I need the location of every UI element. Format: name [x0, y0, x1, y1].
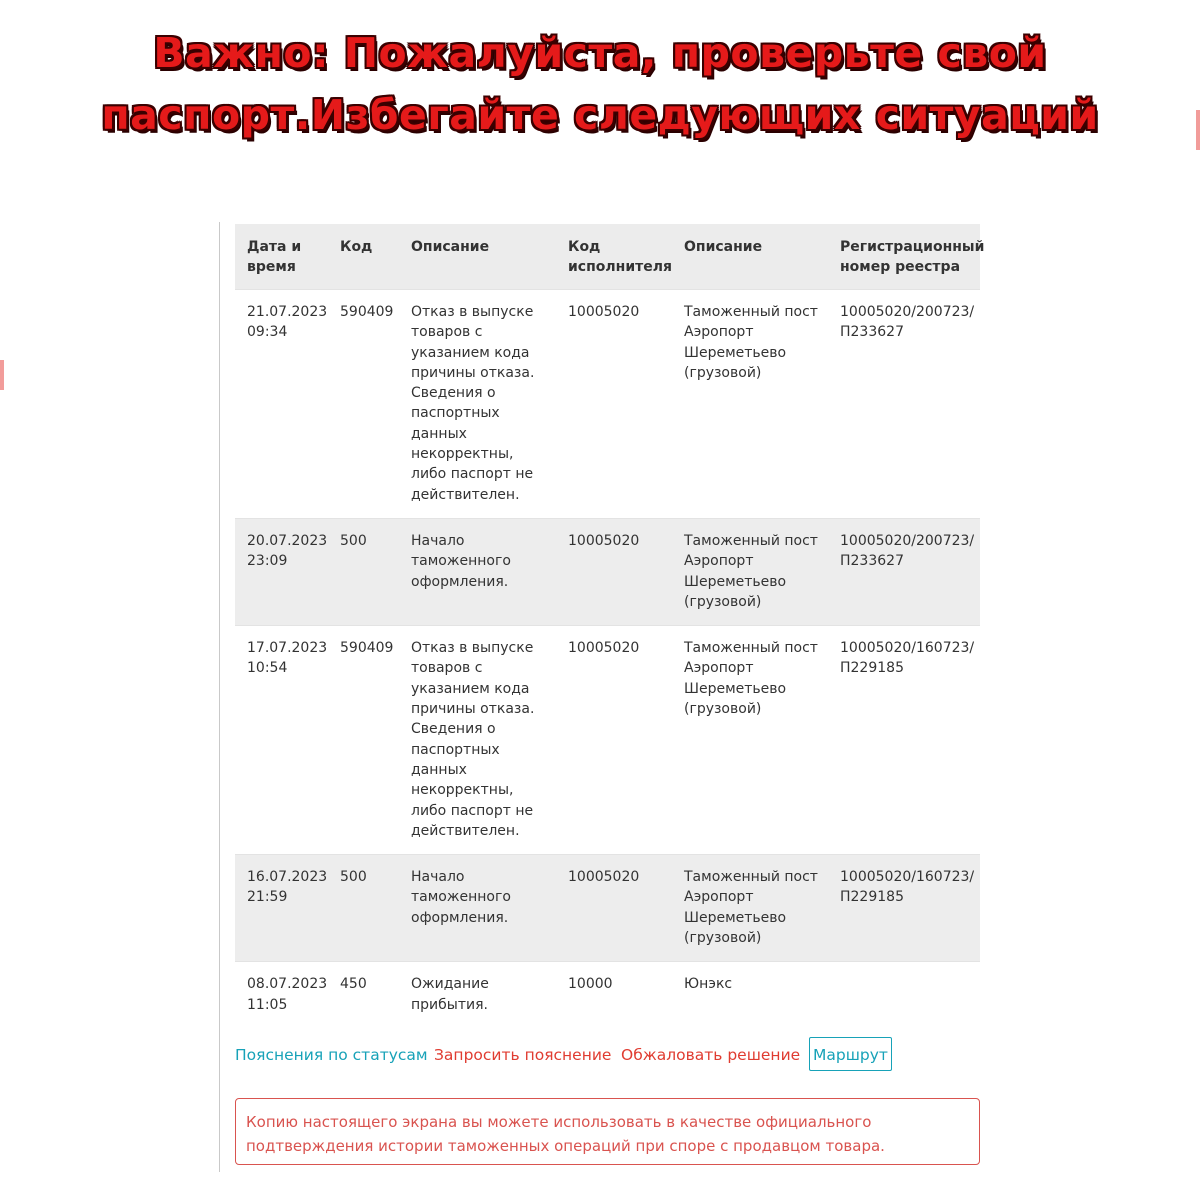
status-explanations-link[interactable]: Пояснения по статусам: [235, 1046, 428, 1064]
headline-line-2: паспорт.Избегайте следующих ситуаций: [101, 91, 1099, 139]
cell-executor-code: 10005020: [556, 518, 672, 625]
cell-code: 500: [328, 518, 399, 625]
request-explanation-link[interactable]: Запросить пояснение: [434, 1046, 612, 1064]
customs-operations-table: [235, 224, 985, 1028]
cell-description: Отказ в выпуске товаров с указанием кода причины отказа. Сведения о паспортных данных некорректны, либо паспорт не действителен.: [399, 290, 556, 519]
cell-code: 590409: [328, 290, 399, 519]
column-header-code: Код: [328, 224, 399, 290]
cell-code: 450: [328, 962, 399, 1028]
warning-headline: [0, 22, 1200, 146]
column-header-executor-code: Код исполнителя: [556, 224, 672, 290]
cell-executor-description: Таможенный пост Аэропорт Шереметьево (грузовой): [672, 626, 828, 855]
cell-executor-code: 10005020: [556, 626, 672, 855]
cell-executor-description: Таможенный пост Аэропорт Шереметьево (грузовой): [672, 518, 828, 625]
cell-datetime: 21.07.2023 09:34: [235, 290, 328, 519]
cell-code: 590409: [328, 626, 399, 855]
official-copy-notice: Копию настоящего экрана вы можете использовать в качестве официального подтверждения истории таможенных операций при споре с продавцом товара.: [235, 1098, 980, 1165]
cell-datetime: 08.07.2023 11:05: [235, 962, 328, 1028]
cell-executor-description: Таможенный пост Аэропорт Шереметьево (грузовой): [672, 290, 828, 519]
edge-mark-left: [0, 360, 4, 390]
cell-datetime: 17.07.2023 10:54: [235, 626, 328, 855]
customs-history-panel: [235, 224, 985, 1028]
cell-registry-number: [828, 962, 980, 1028]
column-header-description: Описание: [399, 224, 556, 290]
cell-executor-description: Таможенный пост Аэропорт Шереметьево (грузовой): [672, 855, 828, 962]
table-row: [235, 626, 980, 855]
table-row: [235, 962, 980, 1028]
table-row: [235, 290, 980, 519]
cell-executor-code: 10000: [556, 962, 672, 1028]
cell-registry-number: 10005020/160723/ П229185: [828, 855, 980, 962]
column-header-datetime: Дата и время: [235, 224, 328, 290]
cell-executor-description: Юнэкс: [672, 962, 828, 1028]
cell-description: Отказ в выпуске товаров с указанием кода причины отказа. Сведения о паспортных данных некорректны, либо паспорт не действителен.: [399, 626, 556, 855]
cell-description: Ожидание прибытия.: [399, 962, 556, 1028]
route-button[interactable]: Маршрут: [809, 1037, 892, 1071]
table-row: [235, 855, 980, 962]
headline-line-1: Важно: Пожалуйста, проверьте свой: [153, 29, 1047, 77]
table-header-row: [235, 224, 980, 290]
left-divider: [219, 222, 220, 1172]
column-header-registry-number: Регистрационный номер реестра: [828, 224, 980, 290]
cell-datetime: 16.07.2023 21:59: [235, 855, 328, 962]
cell-executor-code: 10005020: [556, 855, 672, 962]
cell-registry-number: 10005020/160723/ П229185: [828, 626, 980, 855]
cell-registry-number: 10005020/200723/ П233627: [828, 518, 980, 625]
appeal-decision-link[interactable]: Обжаловать решение: [621, 1046, 801, 1064]
column-header-executor-description: Описание: [672, 224, 828, 290]
action-bar: [235, 1037, 995, 1075]
cell-description: Начало таможенного оформления.: [399, 518, 556, 625]
cell-registry-number: 10005020/200723/ П233627: [828, 290, 980, 519]
cell-datetime: 20.07.2023 23:09: [235, 518, 328, 625]
cell-description: Начало таможенного оформления.: [399, 855, 556, 962]
cell-code: 500: [328, 855, 399, 962]
table-row: [235, 518, 980, 625]
cell-executor-code: 10005020: [556, 290, 672, 519]
